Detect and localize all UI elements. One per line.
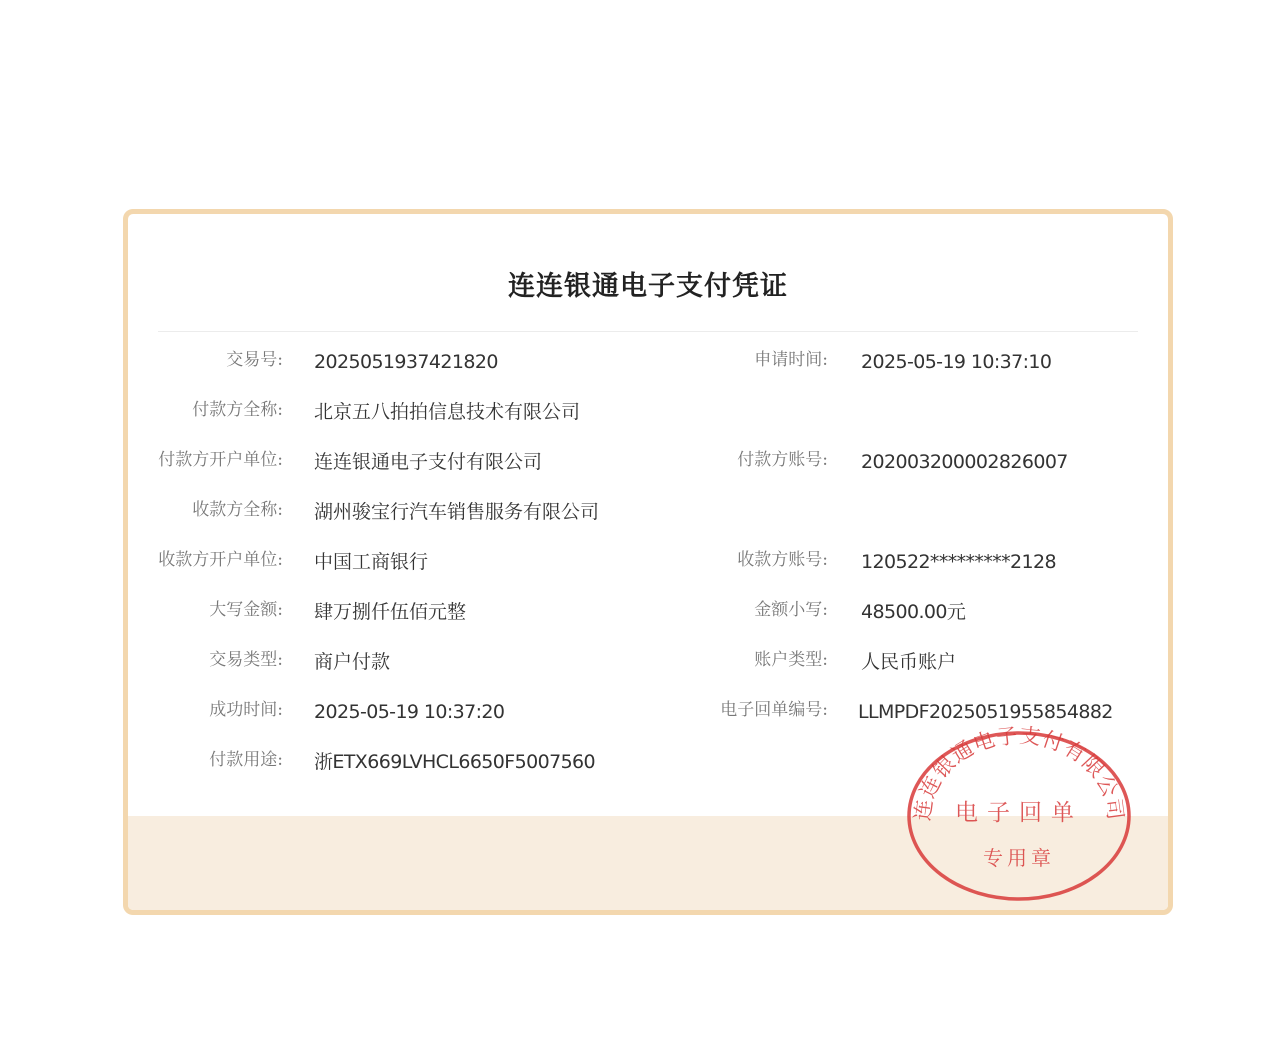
seal-center-line1: 电子回单	[955, 800, 1083, 826]
seal-center-line2: 专用章	[983, 846, 1055, 870]
account-type-label: 账户类型:	[754, 650, 828, 670]
amount-upper-value: 肆万捌仟伍佰元整	[314, 601, 467, 623]
payee-account-label: 收款方账号:	[737, 550, 828, 570]
success-time-value: 2025-05-19 10:37:20	[314, 701, 505, 723]
amount-lower-label: 金额小写:	[754, 600, 828, 620]
txn-no-value: 2025051937421820	[314, 351, 498, 373]
receipt-no-label: 电子回单编号:	[720, 700, 828, 720]
apply-time-label: 申请时间:	[754, 350, 828, 370]
payee-bank-value: 中国工商银行	[314, 551, 429, 573]
txn-type-label: 交易类型:	[209, 650, 283, 670]
amount-lower-value: 48500.00元	[861, 601, 966, 623]
payment-voucher	[123, 209, 1173, 915]
payer-account-label: 付款方账号:	[737, 450, 828, 470]
payer-bank-value: 连连银通电子支付有限公司	[314, 451, 543, 473]
payer-name-label: 付款方全称:	[192, 400, 283, 420]
payee-name-value: 湖州骏宝行汽车销售服务有限公司	[314, 501, 600, 523]
payer-name-value: 北京五八拍拍信息技术有限公司	[314, 401, 581, 423]
apply-time-value: 2025-05-19 10:37:10	[861, 351, 1052, 373]
amount-upper-label: 大写金额:	[209, 600, 283, 620]
company-seal-icon	[904, 724, 1134, 902]
payee-name-label: 收款方全称:	[192, 500, 283, 520]
purpose-value: 浙ETX669LVHCL6650F5007560	[314, 751, 596, 773]
payer-bank-label: 付款方开户单位:	[158, 450, 283, 470]
txn-type-value: 商户付款	[314, 651, 391, 673]
txn-no-label: 交易号:	[226, 350, 283, 370]
purpose-label: 付款用途:	[209, 750, 283, 770]
voucher-title: 连连银通电子支付凭证	[508, 271, 788, 302]
payee-account-value: 120522*********2128	[861, 551, 1056, 573]
payer-account-value: 202003200002826007	[861, 451, 1068, 473]
seal-ring-text: 连连银通电子支付有限公司	[910, 724, 1128, 823]
title-divider	[158, 331, 1138, 332]
success-time-label: 成功时间:	[209, 700, 283, 720]
payee-bank-label: 收款方开户单位:	[158, 550, 283, 570]
account-type-value: 人民币账户	[861, 651, 957, 673]
receipt-no-value: LLMPDF2025051955854882	[858, 701, 1113, 723]
